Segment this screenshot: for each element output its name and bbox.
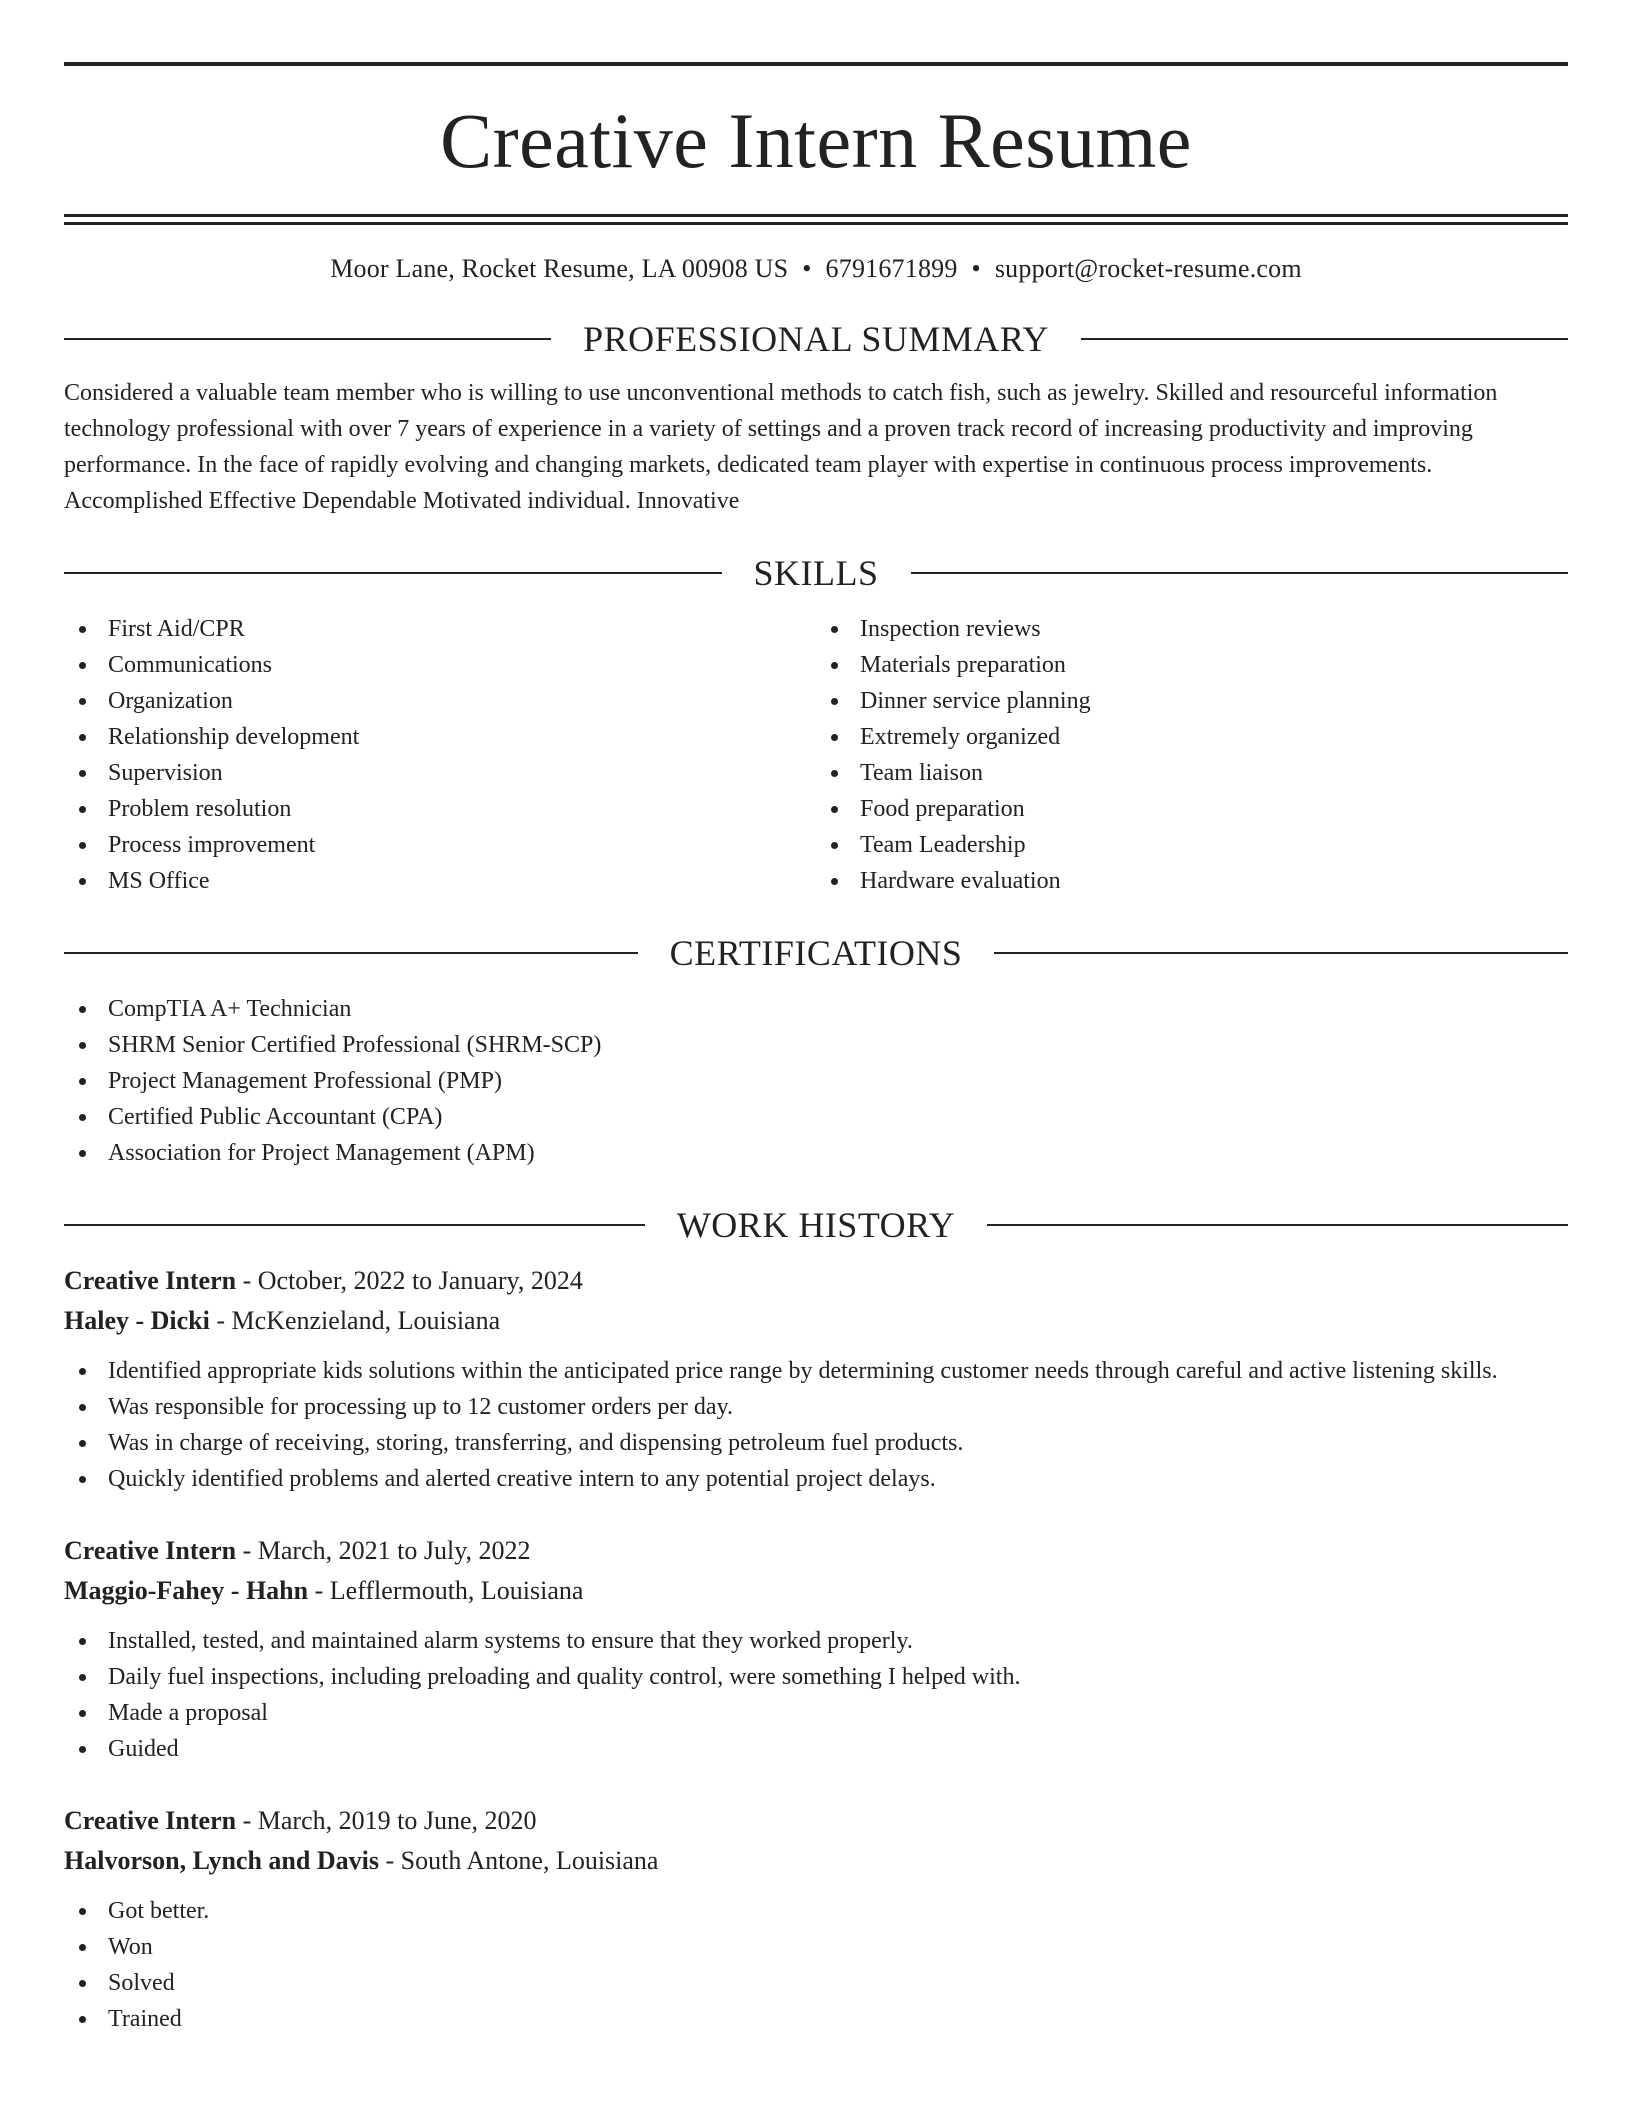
job-location: Lefflermouth, Louisiana bbox=[329, 1576, 584, 1605]
contact-line bbox=[64, 253, 1568, 285]
job-title-line bbox=[64, 1261, 1568, 1301]
job-bullets bbox=[64, 1353, 1568, 1497]
skill-item: Organization bbox=[64, 683, 816, 719]
job-company: Maggio-Fahey - Hahn bbox=[64, 1576, 309, 1605]
skills-list-left bbox=[64, 611, 816, 899]
contact-phone: 6791671899 bbox=[825, 254, 958, 283]
skill-item: Relationship development bbox=[64, 719, 816, 755]
job-bullet: Was responsible for processing up to 12 customer orders per day. bbox=[64, 1389, 1568, 1425]
skill-item: Food preparation bbox=[816, 791, 1568, 827]
section-title: WORK HISTORY bbox=[676, 1205, 956, 1245]
skill-item: Inspection reviews bbox=[816, 611, 1568, 647]
certification-item: CompTIA A+ Technician bbox=[64, 991, 1568, 1027]
section-header-certifications bbox=[64, 931, 1568, 975]
section-rule-left bbox=[64, 572, 722, 574]
section-rule-left bbox=[64, 952, 638, 954]
skill-item: MS Office bbox=[64, 863, 816, 899]
job-bullet: Quickly identified problems and alerted creative intern to any potential project delays. bbox=[64, 1461, 1568, 1497]
job-dash: - bbox=[209, 1306, 232, 1335]
job-dash: - bbox=[378, 1846, 401, 1875]
job-dash: - bbox=[308, 1576, 330, 1605]
job-entry bbox=[64, 1261, 1568, 1497]
job-location: South Antone, Louisiana bbox=[400, 1846, 659, 1875]
section-rule-right bbox=[994, 952, 1568, 954]
section-header-skills bbox=[64, 551, 1568, 595]
skill-item: Hardware evaluation bbox=[816, 863, 1568, 899]
certification-item: Project Management Professional (PMP) bbox=[64, 1063, 1568, 1099]
certification-item: Certified Public Accountant (CPA) bbox=[64, 1099, 1568, 1135]
skills-columns bbox=[64, 611, 1568, 899]
job-title-line bbox=[64, 1801, 1568, 1841]
job-title: Creative Intern bbox=[64, 1266, 237, 1295]
top-rule bbox=[64, 62, 1568, 66]
job-dates: March, 2019 to June, 2020 bbox=[257, 1806, 537, 1835]
contact-address: Moor Lane, Rocket Resume, LA 00908 US bbox=[330, 254, 789, 283]
job-bullet: Won bbox=[64, 1929, 1568, 1965]
job-dates: March, 2021 to July, 2022 bbox=[257, 1536, 531, 1565]
job-bullets bbox=[64, 1623, 1568, 1767]
job-company-line bbox=[64, 1841, 1568, 1881]
job-bullet: Daily fuel inspections, including preloading and quality control, were something I helped with. bbox=[64, 1659, 1568, 1695]
job-location: McKenzieland, Louisiana bbox=[231, 1306, 501, 1335]
certification-item: Association for Project Management (APM) bbox=[64, 1135, 1568, 1171]
job-title: Creative Intern bbox=[64, 1536, 237, 1565]
section-rule-left bbox=[64, 1224, 645, 1226]
job-bullets bbox=[64, 1893, 1568, 2037]
section-title: SKILLS bbox=[753, 553, 879, 593]
section-header-work-history bbox=[64, 1203, 1568, 1247]
skill-item: Materials preparation bbox=[816, 647, 1568, 683]
job-company-line bbox=[64, 1301, 1568, 1341]
job-bullet: Guided bbox=[64, 1731, 1568, 1767]
section-title: PROFESSIONAL SUMMARY bbox=[583, 319, 1049, 359]
job-bullet: Solved bbox=[64, 1965, 1568, 2001]
section-title: CERTIFICATIONS bbox=[669, 933, 963, 973]
section-rule-right bbox=[1081, 338, 1568, 340]
skill-item: Team liaison bbox=[816, 755, 1568, 791]
skill-item: Dinner service planning bbox=[816, 683, 1568, 719]
job-entry bbox=[64, 1531, 1568, 1767]
resume-title: Creative Intern Resume bbox=[440, 97, 1192, 184]
contact-email: support@rocket-resume.com bbox=[994, 254, 1302, 283]
job-dash: - bbox=[236, 1266, 258, 1295]
job-bullet: Identified appropriate kids solutions within the anticipated price range by determining customer needs through careful and active listening skills. bbox=[64, 1353, 1568, 1389]
section-rule-left bbox=[64, 338, 551, 340]
section-header-summary bbox=[64, 317, 1568, 361]
skill-item: Process improvement bbox=[64, 827, 816, 863]
job-bullet: Trained bbox=[64, 2001, 1568, 2037]
job-bullet: Made a proposal bbox=[64, 1695, 1568, 1731]
job-dates: October, 2022 to January, 2024 bbox=[257, 1266, 583, 1295]
job-bullet: Got better. bbox=[64, 1893, 1568, 1929]
skills-list-right bbox=[816, 611, 1568, 899]
section-rule-right bbox=[911, 572, 1569, 574]
job-bullet: Installed, tested, and maintained alarm systems to ensure that they worked properly. bbox=[64, 1623, 1568, 1659]
certifications-list bbox=[64, 991, 1568, 1171]
skill-item: Team Leadership bbox=[816, 827, 1568, 863]
job-company-line bbox=[64, 1571, 1568, 1611]
contact-separator: • bbox=[971, 254, 981, 283]
section-rule-right bbox=[987, 1224, 1568, 1226]
job-title: Creative Intern bbox=[64, 1806, 237, 1835]
certification-item: SHRM Senior Certified Professional (SHRM-SCP) bbox=[64, 1027, 1568, 1063]
job-dash: - bbox=[236, 1806, 258, 1835]
skill-item: Extremely organized bbox=[816, 719, 1568, 755]
job-company: Haley - Dicki bbox=[64, 1306, 210, 1335]
title-double-rule bbox=[64, 214, 1568, 225]
job-dash: - bbox=[236, 1536, 258, 1565]
job-title-line bbox=[64, 1531, 1568, 1571]
skill-item: Supervision bbox=[64, 755, 816, 791]
summary-text: Considered a valuable team member who is willing to use unconventional methods to catch fish, such as jewelry. Skilled and resourceful information technology professional with over 7 years of experience in a variety of settings and a proven track record of increasing productivity and improving performance. In the face of rapidly evolving and changing markets, dedicated team player with expertise in continuous process improvements. Accomplished Effective Dependable Motivated individual. Innovative bbox=[64, 380, 1498, 514]
job-entry bbox=[64, 1801, 1568, 2037]
skill-item: Problem resolution bbox=[64, 791, 816, 827]
job-bullet: Was in charge of receiving, storing, transferring, and dispensing petroleum fuel products. bbox=[64, 1425, 1568, 1461]
skill-item: First Aid/CPR bbox=[64, 611, 816, 647]
skill-item: Communications bbox=[64, 647, 816, 683]
contact-separator: • bbox=[802, 254, 812, 283]
job-company: Halvorson, Lynch and Davis bbox=[64, 1846, 379, 1875]
